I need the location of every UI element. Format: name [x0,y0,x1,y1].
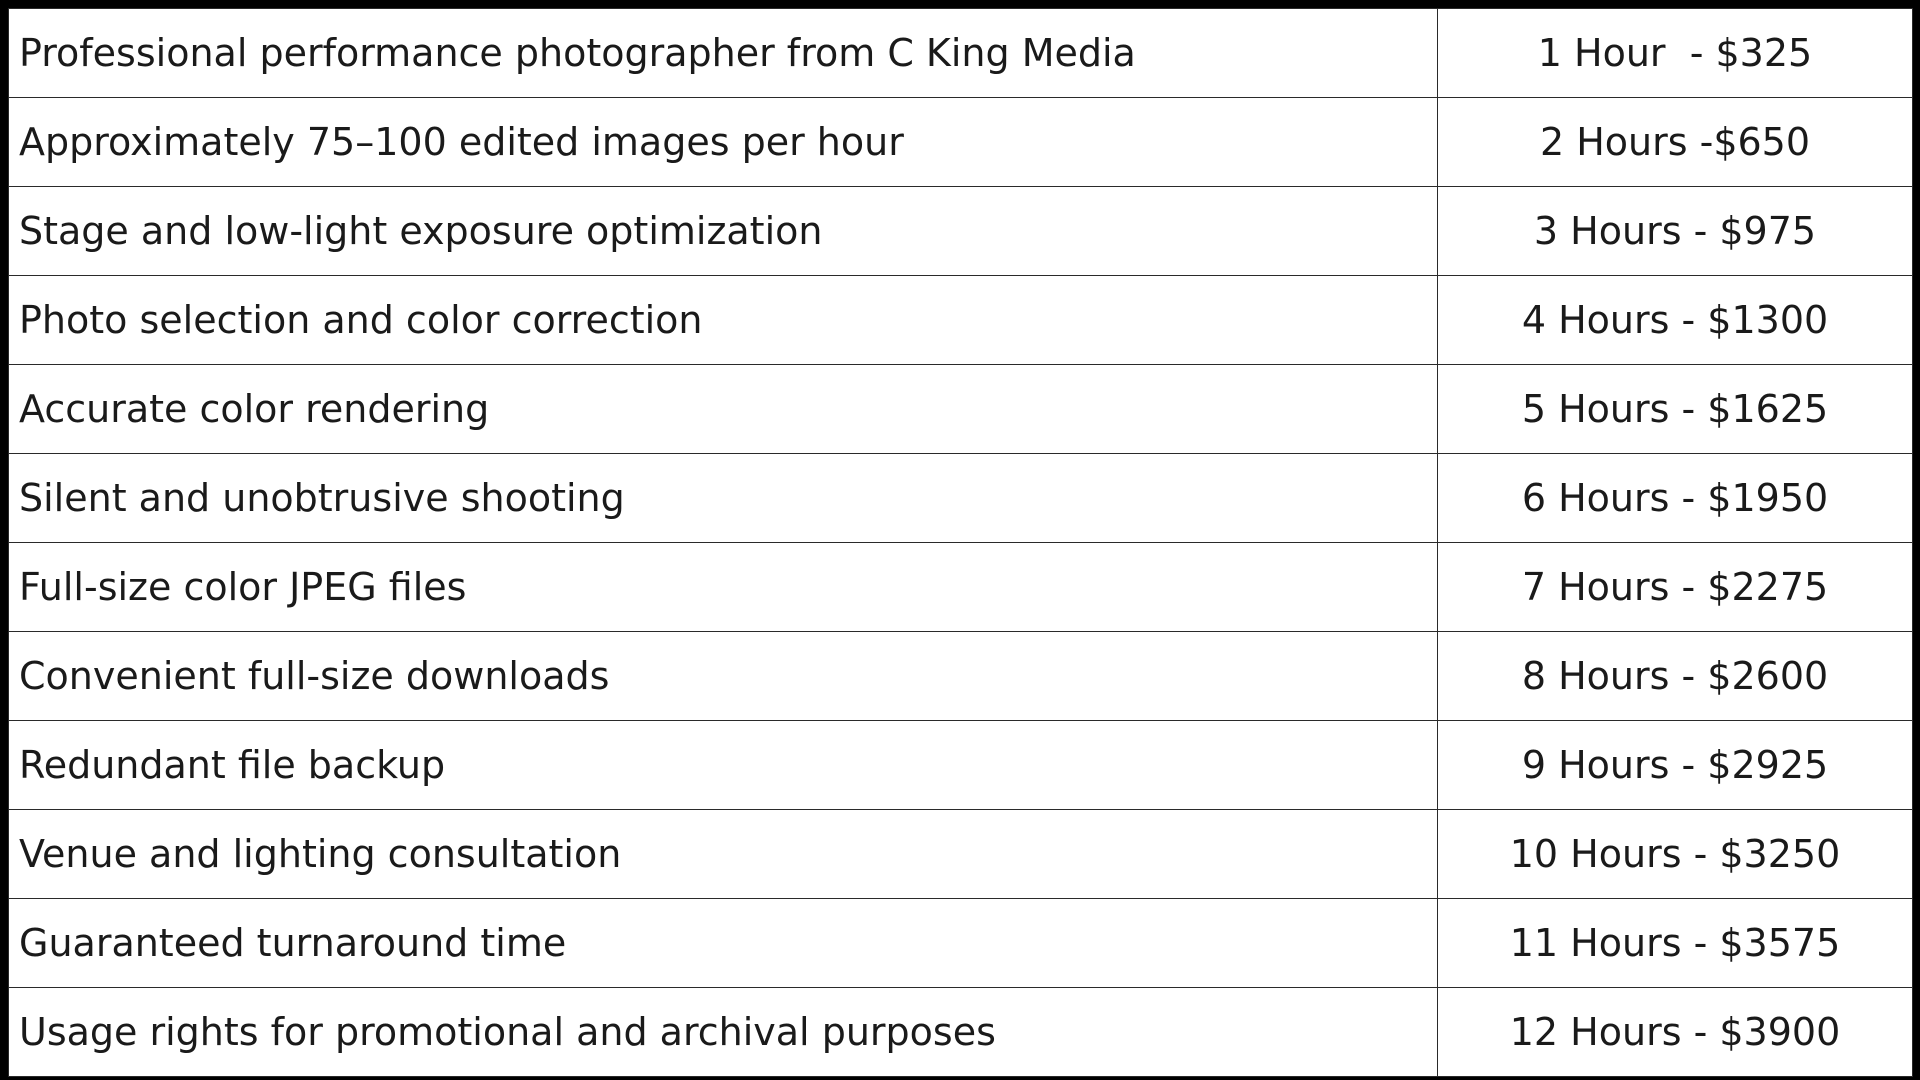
price-cell: 6 Hours - $1950 [1438,454,1913,543]
feature-cell: Photo selection and color correction [9,276,1438,365]
feature-cell: Stage and low-light exposure optimization [9,187,1438,276]
table-row [9,454,1913,543]
price-cell: 9 Hours - $2925 [1438,721,1913,810]
feature-cell: Approximately 75–100 edited images per hour [9,98,1438,187]
price-cell: 2 Hours -$650 [1438,98,1913,187]
feature-cell: Usage rights for promotional and archival purposes [9,988,1438,1077]
table-row [9,276,1913,365]
price-cell: 11 Hours - $3575 [1438,899,1913,988]
table-row [9,988,1913,1077]
feature-cell: Convenient full-size downloads [9,632,1438,721]
feature-cell: Venue and lighting consultation [9,810,1438,899]
price-cell: 12 Hours - $3900 [1438,988,1913,1077]
table-row [9,721,1913,810]
feature-cell: Accurate color rendering [9,365,1438,454]
table-row [9,810,1913,899]
price-cell: 7 Hours - $2275 [1438,543,1913,632]
feature-cell: Full-size color JPEG files [9,543,1438,632]
price-cell: 8 Hours - $2600 [1438,632,1913,721]
table-row [9,9,1913,98]
table-row [9,543,1913,632]
table-row [9,899,1913,988]
price-cell: 5 Hours - $1625 [1438,365,1913,454]
pricing-table [8,8,1913,1077]
price-cell: 1 Hour - $325 [1438,9,1913,98]
price-cell: 4 Hours - $1300 [1438,276,1913,365]
price-cell: 3 Hours - $975 [1438,187,1913,276]
table-row [9,98,1913,187]
table-row [9,365,1913,454]
table-row [9,632,1913,721]
feature-cell: Professional performance photographer from C King Media [9,9,1438,98]
feature-cell: Silent and unobtrusive shooting [9,454,1438,543]
price-cell: 10 Hours - $3250 [1438,810,1913,899]
table-row [9,187,1913,276]
feature-cell: Guaranteed turnaround time [9,899,1438,988]
feature-cell: Redundant file backup [9,721,1438,810]
